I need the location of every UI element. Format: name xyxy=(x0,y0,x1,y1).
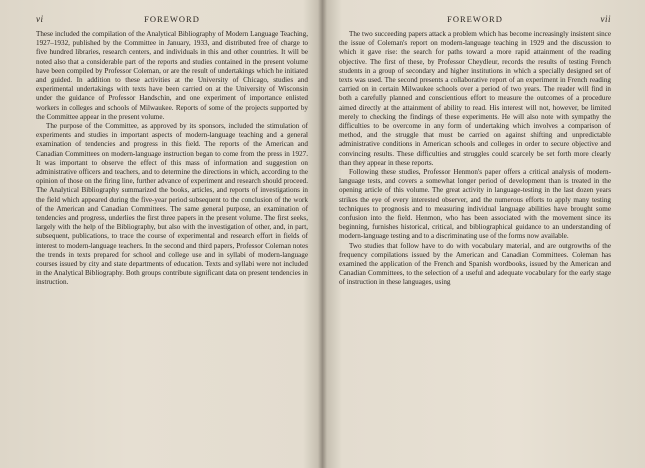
right-paragraph-1: The two succeeding papers attack a problem which has become increasingly insistent since the issue of Coleman's report on modern-language teaching in 1929 and the discussion to which it gave rise: the search for paths toward a more rapid attainment of the reading objective. The first of these, by Professor Cheydleur, records the results of testing French students in a group of secondary and higher institutions in which a specially designed set of texts was used. The second presents a collaborative report of an experiment in French reading carried on in certain Milwaukee schools over a period of two years. The reader will find in both a carefully planned and conscientious effort to measure the outcomes of a procedure aimed directly at the attainment of ability to read. His interest will not, however, be limited merely to checking the findings of these experiments. He will also note with sympathy the difficulties to be overcome in any form of undertaking which involves a comparison of method, and the struggle that must be carried on against shifting and unpredictable administrative conditions in American schools and colleges in order to secure objective and convincing results. These difficulties and struggles could scarcely be set forth more clearly than they appear in these reports. xyxy=(339,30,611,167)
right-running-head xyxy=(339,14,611,24)
right-running-title: FOREWORD xyxy=(447,14,503,24)
left-page xyxy=(36,14,308,288)
left-paragraph-2: The purpose of the Committee, as approved by its sponsors, included the stimulation of experiments and studies in important aspects of modern-language teaching and a general examination of tendencies and progress in this field. The reports of the American and Canadian Committees on modern-language instruction began to come from the press in 1927. It was important to observe the effect of this mass of information and suggestion on administrative officers and teachers, and to determine the directions in which, according to the opinion of those on the firing line, further advance of experiment and research should proceed. The Analytical Bibliography summarized the books, articles, and reports of investigations in the field which appeared during the five-year period subsequent to the conclusion of the work of the American and Canadian Committees. The same general purpose, an examination of tendencies and progress, underlies the first three papers in the present volume. The first seeks, largely with the help of the Bibliography, but also with the investigation of other, and, in part, subsequent, publications, to trace the course of experimental and research effort in fields of interest to modern-language teachers. In the second and third papers, Professor Coleman notes the trends in texts prepared for school and college use and in syllabi of modern-language courses issued by city and state departments of education. Texts and syllabi were not included in the Analytical Bibliography. Both groups contribute significant data on present tendencies in instruction. xyxy=(36,122,308,287)
left-running-head xyxy=(36,14,308,24)
right-page xyxy=(339,14,611,288)
left-page-number: vi xyxy=(36,14,44,24)
right-page-body xyxy=(339,30,611,288)
right-paragraph-3: Two studies that follow have to do with vocabulary material, and are outgrowths of the frequency compilations issued by the American and Canadian Committees. Coleman has examined the application of the French and Spanish wordbooks, issued by the American and Canadian Committees, to the selection of a useful and adequate vocabulary for the early stage of instruction in these languages, using xyxy=(339,241,611,287)
book-gutter xyxy=(318,0,327,468)
left-paragraph-1: These included the compilation of the Analytical Bibliography of Modern Language Teaching, 1927–1932, published by the Committee in January, 1933, and distributed free of charge to five hundred libraries, research centers, and individuals in this and other countries. It will be noted also that a considerable part of the reports and studies contained in the present volume have been compiled by Professor Coleman, or are the result of undertakings which he initiated and guided. In addition to these activities at the University of Chicago, studies and experimental undertakings with texts have been carried on at the University of Wisconsin under the guidance of Professor Handschin, and one experiment of importance enlisted workers in colleges and schools of Milwaukee. Reports of some of the projects supported by the Committee appear in the present volume. xyxy=(36,30,308,121)
left-running-title: FOREWORD xyxy=(144,14,200,24)
right-page-number: vii xyxy=(600,14,611,24)
right-paragraph-2: Following these studies, Professor Henmon's paper offers a critical analysis of modern-language tests, and covers a somewhat longer period of development than is treated in the opening article of this volume. The great activity in language-testing in the last dozen years strikes the eye of every interested observer, and the numerous efforts to apply many testing techniques to prognosis and to measuring individual language abilities have brought some confusion into the field. Henmon, who has been associated with the movement since its beginning, furnishes historical, critical, and bibliographical guidance to an understanding of modern-language testing and to a discriminating use of the forms now available. xyxy=(339,168,611,241)
left-page-body xyxy=(36,30,308,288)
